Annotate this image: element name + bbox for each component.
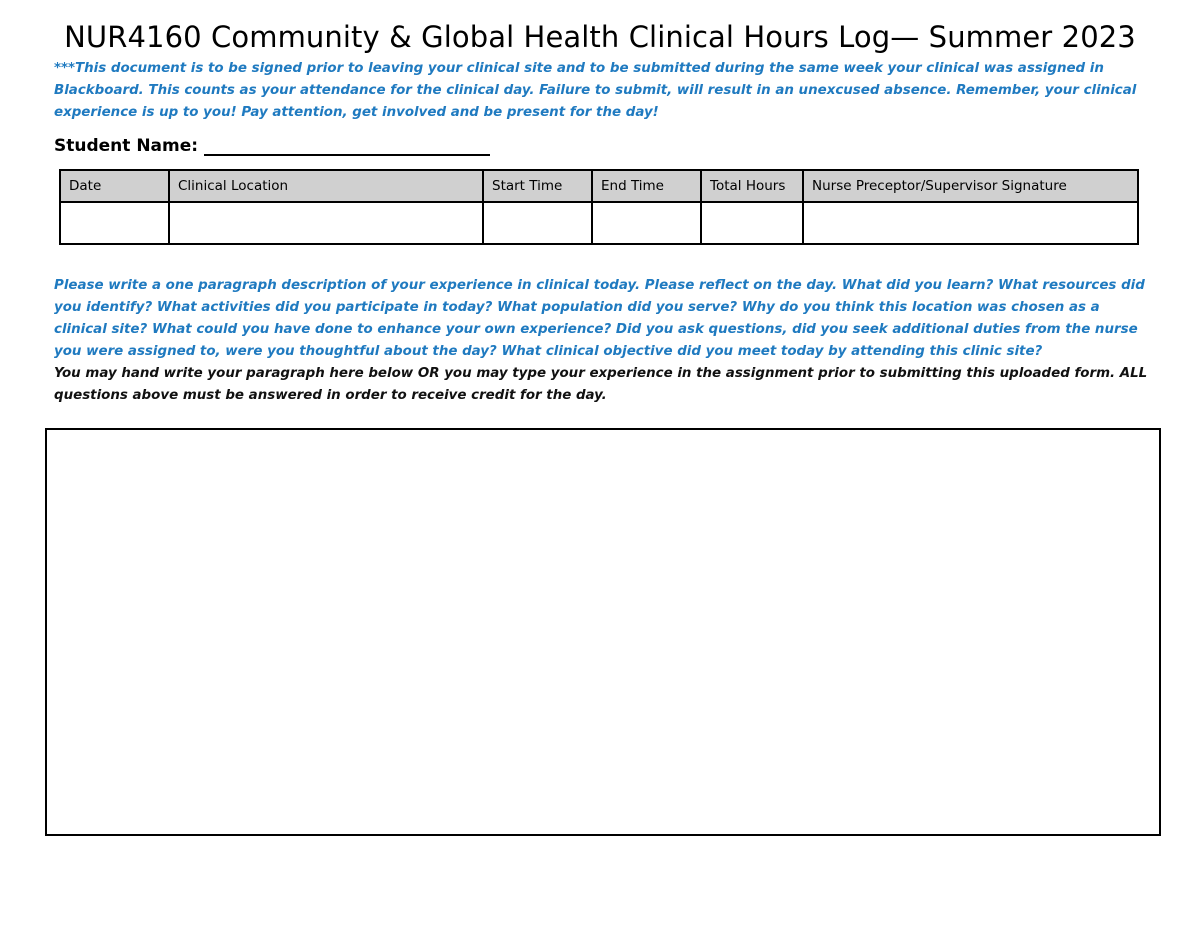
student-name-label: Student Name:	[54, 136, 199, 156]
clinical-hours-table	[59, 169, 1139, 245]
reflection-instruction: You may hand write your paragraph here below OR you may type your experience in the assignment prior to submitting this uploaded form. ALL questions above must be answered in order to receive credit for the day.	[54, 366, 1148, 403]
column-header-signature: Nurse Preceptor/Supervisor Signature	[803, 170, 1138, 202]
student-name-row	[54, 134, 490, 156]
column-header-date: Date	[60, 170, 169, 202]
column-header-end-time: End Time	[592, 170, 701, 202]
column-header-clinical-location: Clinical Location	[169, 170, 483, 202]
start-time-cell[interactable]	[483, 202, 592, 244]
document-title: NUR4160 Community & Global Health Clinical Hours Log— Summer 2023	[64, 20, 1136, 54]
table-header-row	[60, 170, 1138, 202]
total-hours-cell[interactable]	[701, 202, 803, 244]
column-header-total-hours: Total Hours	[701, 170, 803, 202]
table-row	[60, 202, 1138, 244]
signature-cell[interactable]	[803, 202, 1138, 244]
submission-notice: ***This document is to be signed prior to leaving your clinical site and to be submitted during the same week your clinical was assigned in Blackboard. This counts as your attendance for the clinical day. Failure to submit, will result in an unexcused absence. Remember, your clinical experience is up to you! Pay attention, get involved and be present for the day!	[54, 61, 1137, 120]
end-time-cell[interactable]	[592, 202, 701, 244]
reflection-response-box[interactable]	[45, 428, 1161, 836]
date-cell[interactable]	[60, 202, 169, 244]
clinical-location-cell[interactable]	[169, 202, 483, 244]
column-header-start-time: Start Time	[483, 170, 592, 202]
student-name-field[interactable]	[204, 134, 490, 156]
reflection-prompt: Please write a one paragraph description of your experience in clinical today. Please reflect on the day. What did you learn? What resources did you identify? What activities did you participate in today? What population did you serve? Why do you think this location was chosen as a clinical site? What could you have done to enhance your own experience? Did you ask questions, did you seek additional duties from the nurse you were assigned to, were you thoughtful about the day? What clinical objective did you meet today by attending this clinic site?	[54, 278, 1145, 359]
